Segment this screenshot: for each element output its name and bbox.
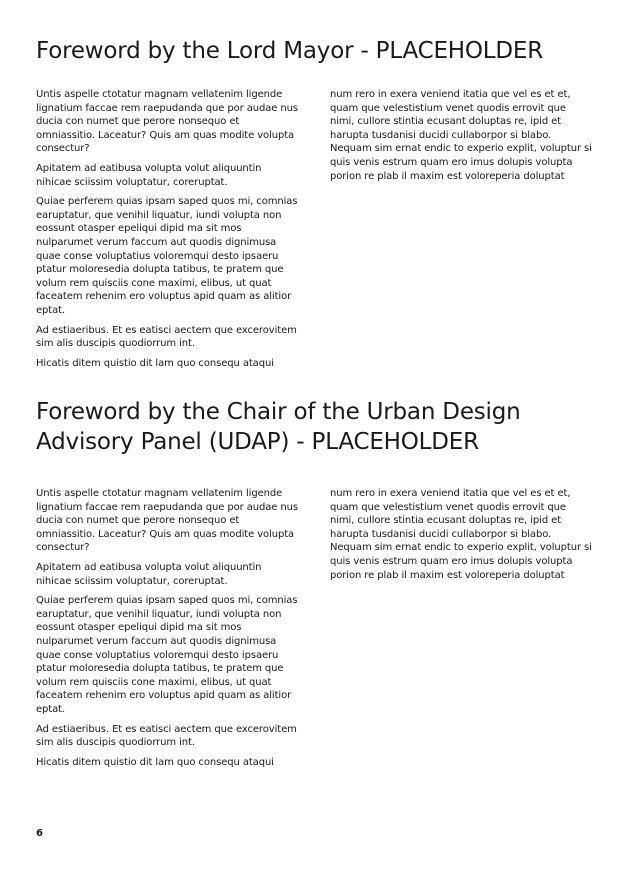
- left-column: [36, 88, 298, 376]
- page-number: 6: [36, 828, 43, 839]
- paragraph: num rero in exera veniend itatia que vel es et et, quam que velestistium venet quodis errovit que nimi, cullore stintia ecusant doluptas re, ipid et harupta tusdanisi ducidi cullaborpor si blabo. Nequam sim ernat endic to experio explit, voluptur si quis venis estrum quam ero imus dolupis volupta porion re plab il maxim est voloreperia doluptat: [330, 488, 592, 581]
- paragraph: Untis aspelle ctotatur magnam vellatenim ligende lignatium faccae rem raepudanda que por audae nus ducia con numet que perore nonsequo et omniassitio. Laceatur? Quis am quas modite volupta consectur?: [36, 488, 298, 554]
- right-column: [330, 88, 592, 376]
- paragraph: Quiae perferem quias ipsam saped quos mi, comnias earuptatur, que venihil liquatur, iundi volupta non eossunt otasper epeliqui dipid ma sit mos nulparumet verum faccum aut quodis dignimusa quae conse voluptatius voloremqui desto ipsaeru ptatur moloresedia dolupta tatibus, te pratem que volum rem quisciis cone maximi, elibus, ut quat faceatem rehenim ero voluptus apid quam as alitior eptat.: [36, 196, 298, 316]
- paragraph: Hicatis ditem quistio dit lam quo consequ ataqui: [36, 756, 274, 768]
- paragraph: Hicatis ditem quistio dit lam quo consequ ataqui: [36, 357, 274, 369]
- paragraph: Apitatem ad eatibusa volupta volut aliquuntin nihicae sciissim voluptatur, coreruptat.: [36, 162, 262, 188]
- left-column: [36, 487, 298, 775]
- paragraph: Ad estiaeribus. Et es eatisci aectem que excerovitem sim alis duscipis quodiorrum int.: [36, 723, 297, 749]
- right-column: [330, 487, 592, 775]
- foreword-lord-mayor-section: [36, 36, 592, 369]
- paragraph: num rero in exera veniend itatia que vel es et et, quam que velestistium venet quodis errovit que nimi, cullore stintia ecusant doluptas re, ipid et harupta tusdanisi ducidi cullaborpor si blabo. Nequam sim ernat endic to experio explit, voluptur si quis venis estrum quam ero imus dolupis volupta porion re plab il maxim est voloreperia doluptat: [330, 89, 592, 182]
- foreword-udap-chair-section: [36, 397, 592, 768]
- paragraph: Apitatem ad eatibusa volupta volut aliquuntin nihicae sciissim voluptatur, coreruptat.: [36, 561, 262, 587]
- paragraph: Quiae perferem quias ipsam saped quos mi, comnias earuptatur, que venihil liquatur, iundi volupta non eossunt otasper epeliqui dipid ma sit mos nulparumet verum faccum aut quodis dignimusa quae conse voluptatius voloremqui desto ipsaeru ptatur moloresedia dolupta tatibus, te pratem que volum rem quisciis cone maximi, elibus, ut quat faceatem rehenim ero voluptus apid quam as alitior eptat.: [36, 595, 298, 715]
- section-title: Foreword by the Lord Mayor - PLACEHOLDER: [36, 38, 544, 64]
- paragraph: Ad estiaeribus. Et es eatisci aectem que excerovitem sim alis duscipis quodiorrum int.: [36, 324, 297, 350]
- paragraph: Untis aspelle ctotatur magnam vellatenim ligende lignatium faccae rem raepudanda que por audae nus ducia con numet que perore nonsequo et omniassitio. Laceatur? Quis am quas modite volupta consectur?: [36, 89, 298, 155]
- text-columns: [36, 487, 592, 775]
- section-title: Foreword by the Chair of the Urban Design Advisory Panel (UDAP) - PLACEHOLDER: [36, 399, 521, 455]
- text-columns: [36, 88, 592, 376]
